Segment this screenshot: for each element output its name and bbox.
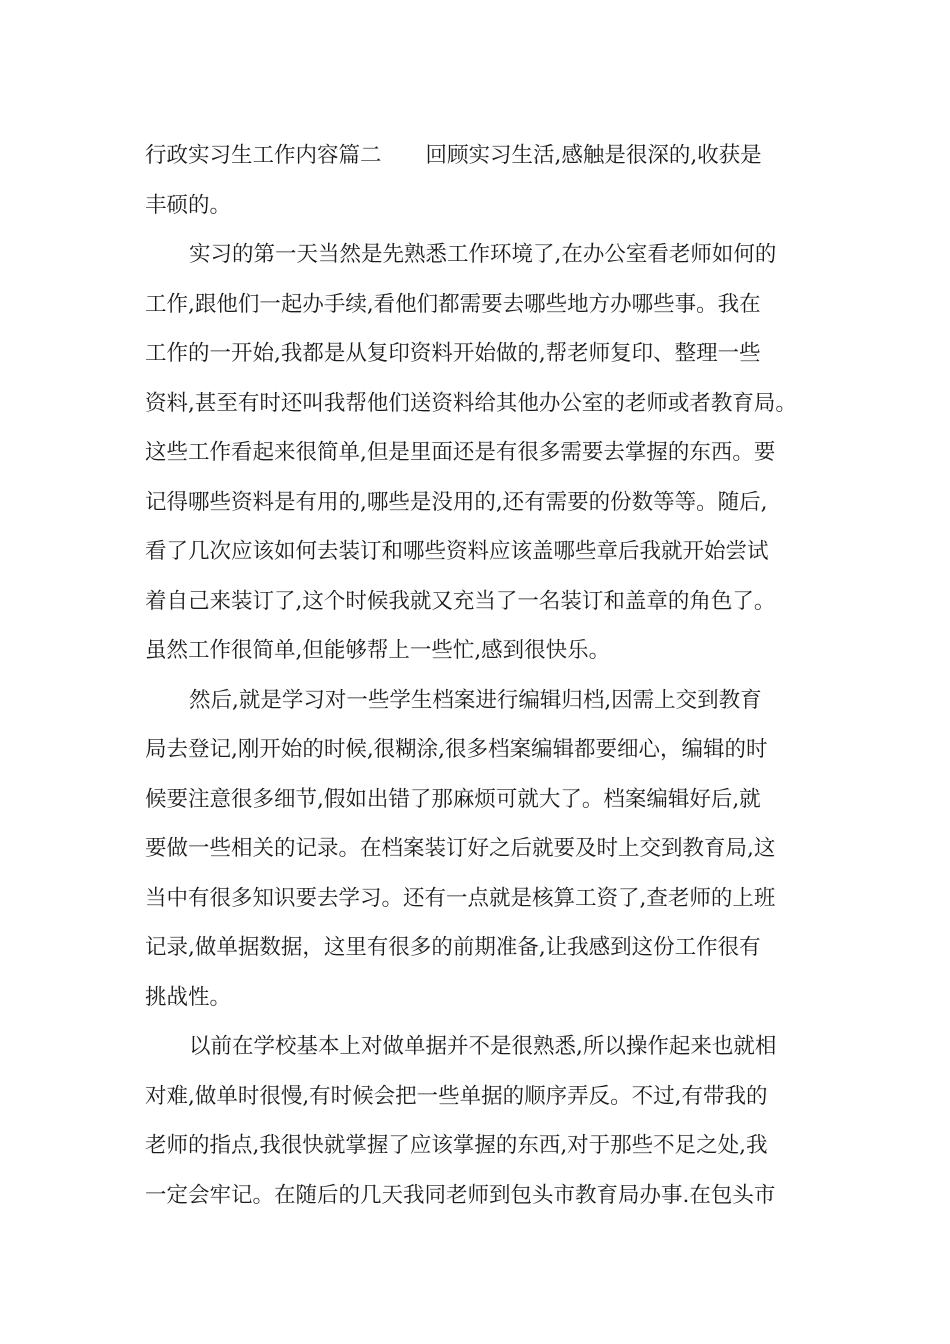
paragraph-4-line-3: 老师的指点,我很快就掌握了应该掌握的东西,对于那些不足之处,我 <box>145 1133 768 1158</box>
paragraph-3-line-1 <box>145 676 810 726</box>
paragraph-3-line-6: 记录,做单据数据，这里有很多的前期准备,让我感到这份工作很有 <box>145 935 761 960</box>
paragraph-1-line-2: 丰硕的。 <box>145 192 232 218</box>
paragraph-2-line-2: 工作,跟他们一起办手续,看他们都需要去哪些地方办哪些事。我在 <box>145 291 761 317</box>
paragraph-2-line-3: 工作的一开始,我都是从复印资料开始做的,帮老师复印、整理一些 <box>145 341 761 366</box>
heading-line <box>145 131 810 181</box>
paragraph-2-line-9: 虽然工作很简单,但能够帮上一些忙,感到很快乐。 <box>145 638 611 663</box>
paragraph-3-line-5: 当中有很多知识要去学习。还有一点就是核算工资了,查老师的上班 <box>145 885 776 911</box>
paragraph-3-line-4: 要做一些相关的记录。在档案装订好之后就要及时上交到教育局,这 <box>145 836 776 861</box>
paragraph-2-line-4: 资料,甚至有时还叫我帮他们送资料给其他办公室的老师或者教育局。 <box>145 390 797 416</box>
paragraph-2-line-1 <box>145 230 810 280</box>
paragraph-2-line-7: 看了几次应该如何去装订和哪些资料应该盖哪些章后我就开始尝试 <box>145 539 769 564</box>
paragraph-4-line-1 <box>145 1022 810 1072</box>
paragraph-2-line-6: 记得哪些资料是有用的,哪些是没用的,还有需要的份数等等。随后, <box>145 489 768 515</box>
document-body <box>145 131 810 1220</box>
document-heading: 行政实习生工作内容篇二 <box>145 143 382 168</box>
paragraph-2-line-5: 这些工作看起来很简单,但是里面还是有很多需要去掌握的东西。要 <box>145 440 776 465</box>
paragraph-4-line-2: 对难,做单时很慢,有时候会把一些单据的顺序弄反。不过,有带我的 <box>145 1083 768 1109</box>
paragraph-2-line-8: 着自己来装订了,这个时候我就又充当了一名装订和盖章的角色了。 <box>145 588 776 614</box>
paragraph-2-text-1: 实习的第一天当然是先熟悉工作环境了,在办公室看老师如何的 <box>189 242 777 267</box>
paragraph-3-line-3: 候要注意很多细节,假如出错了那麻烦可就大了。档案编辑好后,就 <box>145 786 761 812</box>
paragraph-4-line-4: 一定会牢记。在随后的几天我同老师到包头市教育局办事.在包头市 <box>145 1182 776 1208</box>
paragraph-1-line-1: 回顾实习生活,感触是很深的,收获是 <box>425 143 762 168</box>
paragraph-3-text-1: 然后,就是学习对一些学生档案进行编辑归档,因需上交到教育 <box>189 687 762 713</box>
paragraph-4-text-1: 以前在学校基本上对做单据并不是很熟悉,所以操作起来也就相 <box>189 1034 777 1059</box>
paragraph-3-line-2: 局去登记,刚开始的时候,很糊涂,很多档案编辑都要细心，编辑的时 <box>145 737 768 762</box>
paragraph-3-line-7: 挑战性。 <box>145 984 232 1010</box>
